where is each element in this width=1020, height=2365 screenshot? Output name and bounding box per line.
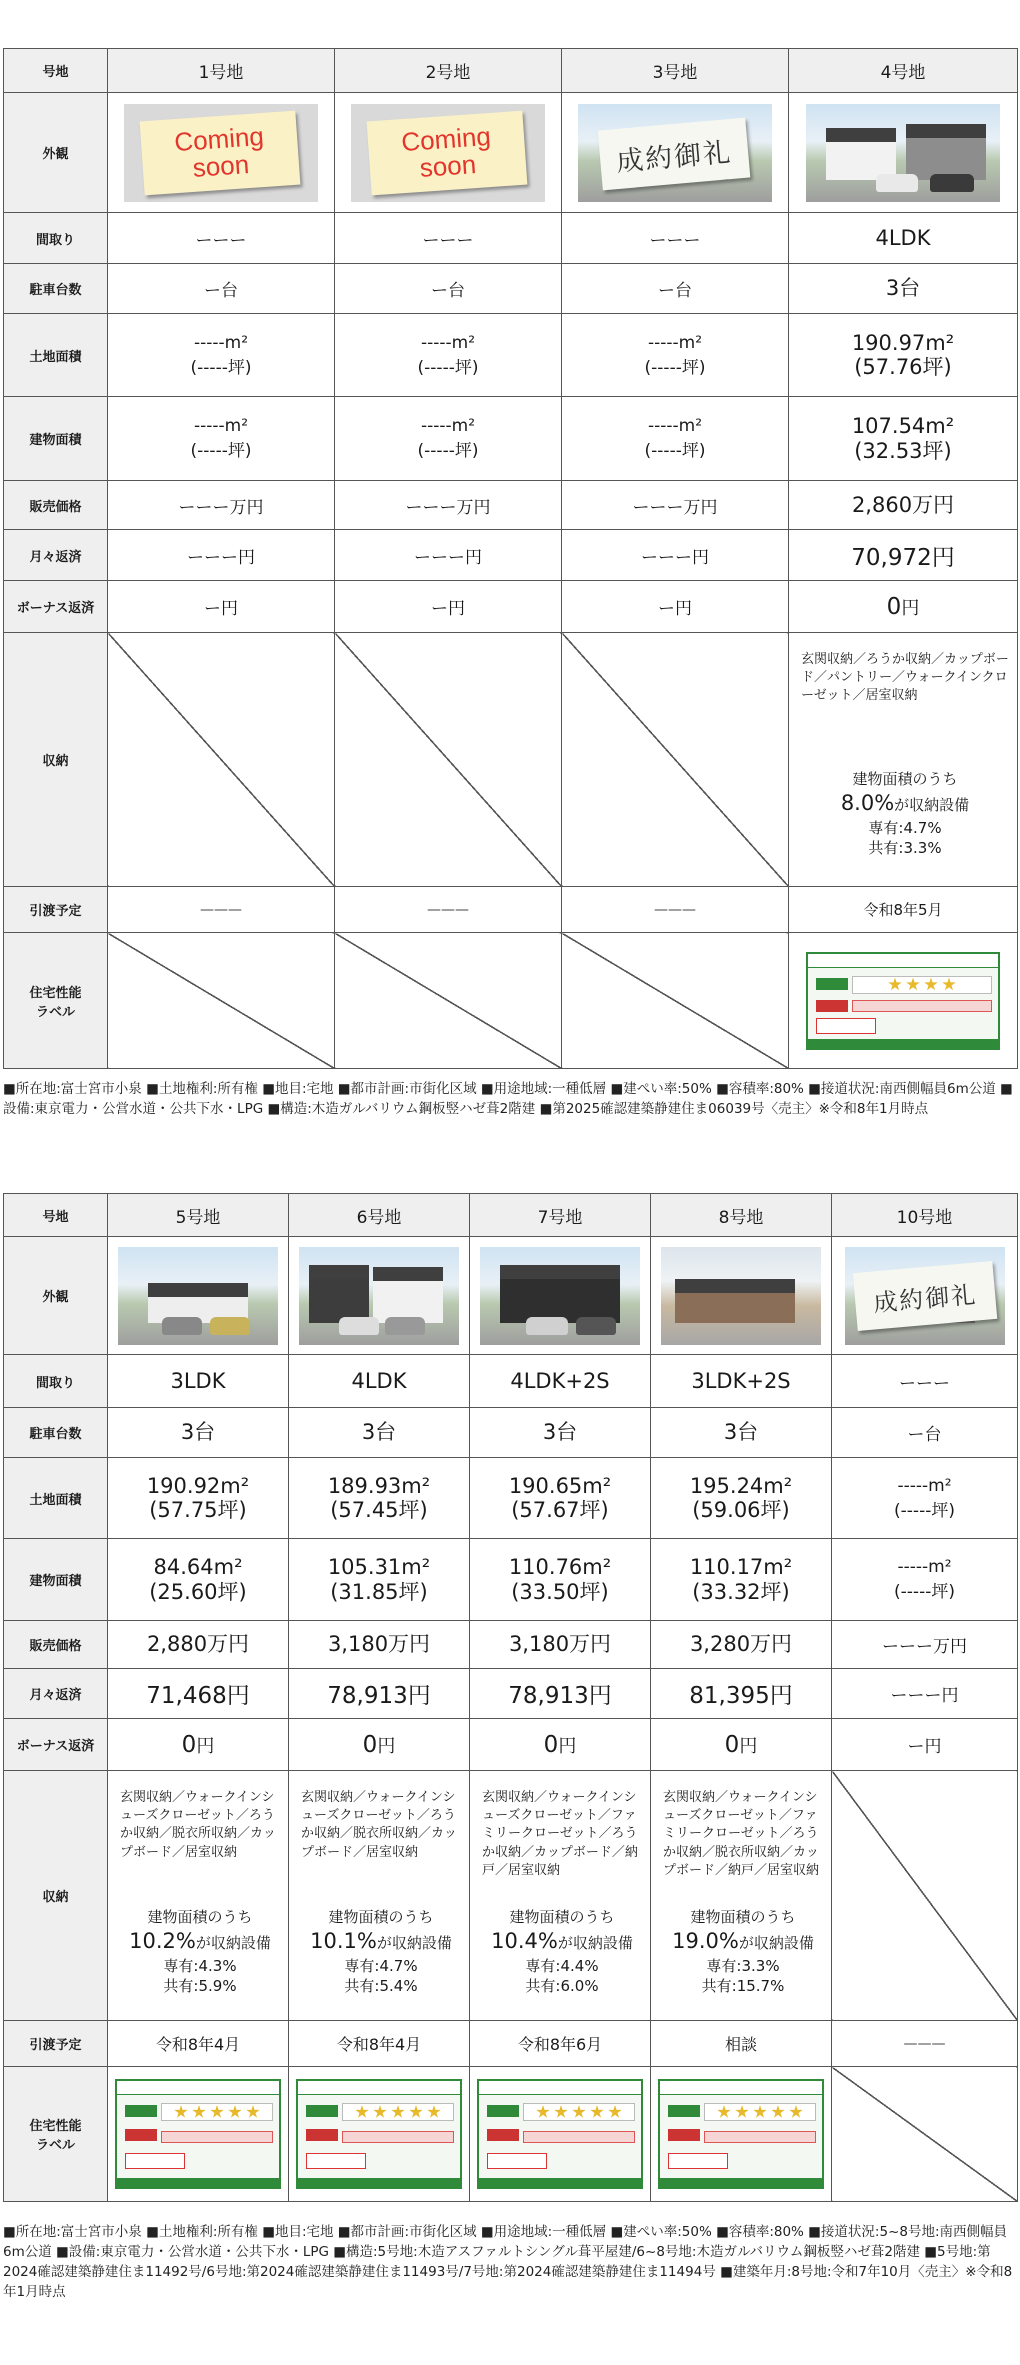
layout-cell: 3LDK: [108, 1355, 289, 1408]
building-area-cell: 84.64m² (25.60坪): [108, 1539, 289, 1621]
parking-cell: ー台: [335, 264, 562, 314]
row-label-parking: 駐車台数: [4, 264, 108, 314]
parking-cell: 3台: [470, 1408, 651, 1458]
land-area-cell: -----m² (-----坪): [562, 314, 789, 397]
bonus-cell: 0円: [651, 1719, 832, 1771]
storage-cell: 玄関収納／ウォークインシューズクローゼット／ファミリークローゼット／ろうか収納／カップボード／納戸／居室収納 建物面積のうち 10.4%が収納設備 専有:4.4% 共有:6.0%: [470, 1771, 651, 2021]
land-area-cell: -----m² (-----坪): [832, 1458, 1018, 1539]
parking-cell: 3台: [789, 264, 1018, 314]
row-label-performance: 住宅性能 ラベル: [4, 2067, 108, 2202]
building-area-cell: 110.76m² (33.50坪): [470, 1539, 651, 1621]
layout-cell: ーーー: [832, 1355, 1018, 1408]
energy-label-image: [658, 2079, 824, 2189]
monthly-cell: 78,913円: [289, 1669, 470, 1719]
performance-label-cell: [651, 2067, 832, 2202]
building-area-cell: 110.17m² (33.32坪): [651, 1539, 832, 1621]
delivery-cell: 令和8年5月: [789, 887, 1018, 933]
delivery-cell: ———: [335, 887, 562, 933]
row-label-lot: 号地: [4, 49, 108, 93]
performance-label-cell: [108, 2067, 289, 2202]
parking-cell: 3台: [289, 1408, 470, 1458]
energy-label-image: [296, 2079, 462, 2189]
bonus-cell: 0円: [470, 1719, 651, 1771]
monthly-cell: 71,468円: [108, 1669, 289, 1719]
layout-cell: 4LDK: [789, 213, 1018, 264]
lot-header: 4号地: [789, 49, 1018, 93]
monthly-cell: 78,913円: [470, 1669, 651, 1719]
empty-diagonal-cell: [108, 633, 335, 887]
monthly-cell: 81,395円: [651, 1669, 832, 1719]
energy-label-image: [806, 952, 1000, 1050]
land-area-cell: 190.92m² (57.75坪): [108, 1458, 289, 1539]
price-cell: 3,180万円: [470, 1621, 651, 1669]
land-area-cell: 189.93m² (57.45坪): [289, 1458, 470, 1539]
delivery-cell: ———: [562, 887, 789, 933]
empty-diagonal-cell: [832, 1771, 1018, 2021]
storage-cell: 玄関収納／ウォークインシューズクローゼット／ファミリークローゼット／ろうか収納／脱衣所収納／カップボード／納戸／居室収納 建物面積のうち 19.0%が収納設備 専有:3.3% 共有:15.7%: [651, 1771, 832, 2021]
empty-diagonal-cell: [562, 633, 789, 887]
row-label-layout: 間取り: [4, 1355, 108, 1408]
layout-cell: ーーー: [335, 213, 562, 264]
row-label-building-area: 建物面積: [4, 397, 108, 481]
lot-header: 7号地: [470, 1194, 651, 1237]
bonus-cell: 0円: [108, 1719, 289, 1771]
price-cell: ーーー万円: [335, 481, 562, 530]
price-cell: ーーー万円: [562, 481, 789, 530]
empty-diagonal-cell: [562, 933, 789, 1069]
row-label-parking: 駐車台数: [4, 1408, 108, 1458]
row-label-exterior: 外観: [4, 93, 108, 213]
empty-diagonal-cell: [108, 933, 335, 1069]
price-cell: 3,280万円: [651, 1621, 832, 1669]
land-area-cell: -----m² (-----坪): [335, 314, 562, 397]
building-area-cell: 107.54m² (32.53坪): [789, 397, 1018, 481]
performance-label-cell: [289, 2067, 470, 2202]
building-area-cell: -----m² (-----坪): [335, 397, 562, 481]
bonus-cell: 0円: [289, 1719, 470, 1771]
parking-cell: ー台: [108, 264, 335, 314]
sold-exterior-photo: 成約御礼: [845, 1247, 1005, 1345]
storage-cell: 玄関収納／ウォークインシューズクローゼット／ろうか収納／脱衣所収納／カップボード／居室収納 建物面積のうち 10.2%が収納設備 専有:4.3% 共有:5.9%: [108, 1771, 289, 2021]
monthly-cell: ーーー円: [108, 530, 335, 581]
exterior-photo: [118, 1247, 278, 1345]
footnote-2: ■所在地:富士宮市小泉 ■土地権利:所有権 ■地目:宅地 ■都市計画:市街化区域 ■用途地域:一種低層 ■建ぺい率:50% ■容積率:80% ■接道状況:5~8号地:南西側幅員6m公道 ■設備:東京電力・公営水道・公共下水・LPG ■構造:5号地:木造アスファルトシングル葺平屋建/6~8号地:木造ガルバリウム鋼板竪ハゼ葺2階建 ■5号地:第2024確認建築静建住ま11492号/6号地:第2024確認建築静建住ま11493号/7号地:第2024確認建築静建住ま11494号 ■建築年月:8号地:令和7年10月〈売主〉※令和8年1月時点: [3, 2224, 1013, 2300]
building-area-cell: 105.31m² (31.85坪): [289, 1539, 470, 1621]
row-label-performance: 住宅性能 ラベル: [4, 933, 108, 1069]
row-label-exterior: 外観: [4, 1237, 108, 1355]
price-cell: 3,180万円: [289, 1621, 470, 1669]
parking-cell: ー台: [832, 1408, 1018, 1458]
monthly-cell: ーーー円: [335, 530, 562, 581]
parking-cell: ー台: [562, 264, 789, 314]
sold-exterior-photo: 成約御礼: [578, 104, 772, 202]
storage-cell: 玄関収納／ろうか収納／カップボード／パントリー／ウォークインクローゼット／居室収納 建物面積のうち 8.0%が収納設備 専有:4.7% 共有:3.3%: [789, 633, 1018, 887]
lot-table-1: [3, 48, 1018, 1069]
row-label-storage: 収納: [4, 633, 108, 887]
price-cell: 2,860万円: [789, 481, 1018, 530]
lot-header: 10号地: [832, 1194, 1018, 1237]
lot-header: 6号地: [289, 1194, 470, 1237]
energy-label-image: [477, 2079, 643, 2189]
row-label-monthly: 月々返済: [4, 530, 108, 581]
building-area-cell: -----m² (-----坪): [108, 397, 335, 481]
coming-soon-image: Coming soon: [124, 104, 318, 202]
parking-cell: 3台: [108, 1408, 289, 1458]
parking-cell: 3台: [651, 1408, 832, 1458]
row-label-building-area: 建物面積: [4, 1539, 108, 1621]
exterior-photo: [806, 104, 1000, 202]
performance-label-cell: [789, 933, 1018, 1069]
building-area-cell: -----m² (-----坪): [832, 1539, 1018, 1621]
bonus-cell: ー円: [335, 581, 562, 633]
monthly-cell: 70,972円: [789, 530, 1018, 581]
exterior-photo: [661, 1247, 821, 1345]
exterior-photo: [480, 1247, 640, 1345]
delivery-cell: 令和8年6月: [470, 2021, 651, 2067]
row-label-storage: 収納: [4, 1771, 108, 2021]
building-area-cell: -----m² (-----坪): [562, 397, 789, 481]
row-label-delivery: 引渡予定: [4, 887, 108, 933]
layout-cell: ーーー: [108, 213, 335, 264]
row-label-layout: 間取り: [4, 213, 108, 264]
layout-cell: 3LDK+2S: [651, 1355, 832, 1408]
bonus-cell: ー円: [108, 581, 335, 633]
lot-header: 8号地: [651, 1194, 832, 1237]
delivery-cell: 令和8年4月: [289, 2021, 470, 2067]
lot-header: 2号地: [335, 49, 562, 93]
row-label-land-area: 土地面積: [4, 1458, 108, 1539]
row-label-monthly: 月々返済: [4, 1669, 108, 1719]
coming-soon-image: Coming soon: [351, 104, 545, 202]
row-label-land-area: 土地面積: [4, 314, 108, 397]
lot-header: 1号地: [108, 49, 335, 93]
lot-header: 5号地: [108, 1194, 289, 1237]
empty-diagonal-cell: [335, 933, 562, 1069]
empty-diagonal-cell: [335, 633, 562, 887]
monthly-cell: ーーー円: [832, 1669, 1018, 1719]
storage-cell: 玄関収納／ウォークインシューズクローゼット／ろうか収納／脱衣所収納／カップボード／居室収納 建物面積のうち 10.1%が収納設備 専有:4.7% 共有:5.4%: [289, 1771, 470, 2021]
lot-table-2: [3, 1193, 1018, 2202]
row-label-delivery: 引渡予定: [4, 2021, 108, 2067]
land-area-cell: 190.65m² (57.67坪): [470, 1458, 651, 1539]
land-area-cell: 195.24m² (59.06坪): [651, 1458, 832, 1539]
bonus-cell: 0円: [789, 581, 1018, 633]
delivery-cell: 令和8年4月: [108, 2021, 289, 2067]
price-cell: 2,880万円: [108, 1621, 289, 1669]
row-label-lot: 号地: [4, 1194, 108, 1237]
price-cell: ーーー万円: [108, 481, 335, 530]
energy-label-image: [115, 2079, 281, 2189]
row-label-bonus: ボーナス返済: [4, 581, 108, 633]
footnote-1: ■所在地:富士宮市小泉 ■土地権利:所有権 ■地目:宅地 ■都市計画:市街化区域 ■用途地域:一種低層 ■建ぺい率:50% ■容積率:80% ■接道状況:南西側幅員6m公道 ■設備:東京電力・公営水道・公共下水・LPG ■構造:木造ガルバリウム鋼板竪ハゼ葺2階建 ■第2025確認建築静建住ま06039号〈売主〉※令和8年1月時点: [3, 1081, 1013, 1117]
layout-cell: 4LDK+2S: [470, 1355, 651, 1408]
row-label-bonus: ボーナス返済: [4, 1719, 108, 1771]
exterior-photo: [299, 1247, 459, 1345]
land-area-cell: 190.97m² (57.76坪): [789, 314, 1018, 397]
row-label-price: 販売価格: [4, 1621, 108, 1669]
layout-cell: ーーー: [562, 213, 789, 264]
bonus-cell: ー円: [832, 1719, 1018, 1771]
land-area-cell: -----m² (-----坪): [108, 314, 335, 397]
layout-cell: 4LDK: [289, 1355, 470, 1408]
price-cell: ーーー万円: [832, 1621, 1018, 1669]
empty-diagonal-cell: [832, 2067, 1018, 2202]
lot-header: 3号地: [562, 49, 789, 93]
performance-label-cell: [470, 2067, 651, 2202]
delivery-cell: 相談: [651, 2021, 832, 2067]
row-label-price: 販売価格: [4, 481, 108, 530]
delivery-cell: ———: [108, 887, 335, 933]
monthly-cell: ーーー円: [562, 530, 789, 581]
delivery-cell: ———: [832, 2021, 1018, 2067]
bonus-cell: ー円: [562, 581, 789, 633]
